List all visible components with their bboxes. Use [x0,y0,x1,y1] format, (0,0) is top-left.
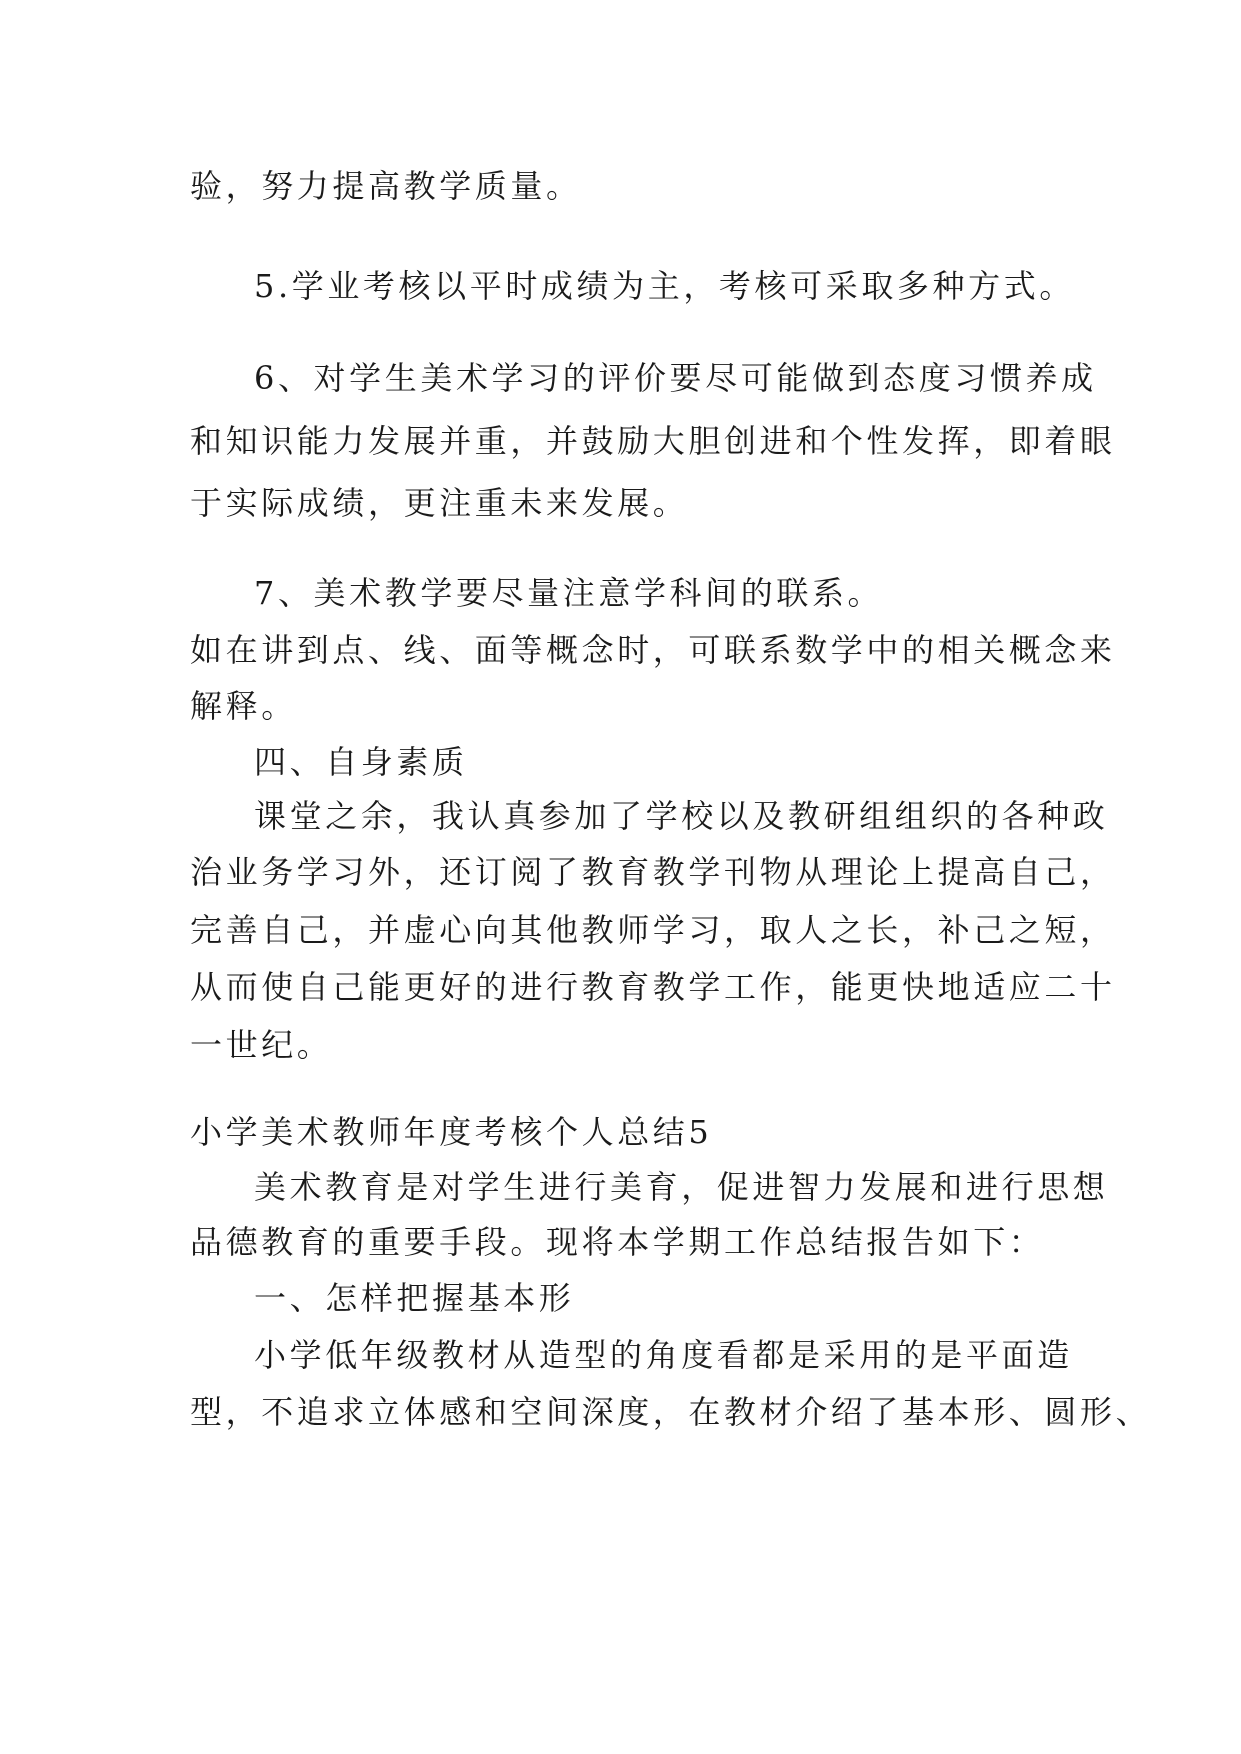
section-heading: 一、怎样把握基本形 [254,1279,575,1317]
text-line: 解释。 [190,687,297,725]
text-line: 和知识能力发展并重，并鼓励大胆创进和个性发挥，即着眼 [190,422,1116,460]
section-heading: 四、自身素质 [254,743,468,781]
text-line: 小学低年级教材从造型的角度看都是采用的是平面造 [254,1336,1073,1374]
text-line: 5.学业考核以平时成绩为主，考核可采取多种方式。 [254,267,1075,305]
text-line: 一世纪。 [190,1026,333,1064]
text-line: 治业务学习外，还订阅了教育教学刊物从理论上提高自己， [190,853,1116,891]
text-line: 6、对学生美术学习的评价要尽可能做到态度习惯养成 [254,359,1097,397]
text-line: 课堂之余，我认真参加了学校以及教研组组织的各种政 [254,797,1109,835]
text-line: 验，努力提高教学质量。 [190,167,582,205]
document-subtitle: 小学美术教师年度考核个人总结5 [190,1113,713,1151]
text-line: 完善自己，并虚心向其他教师学习，取人之长，补己之短， [190,911,1116,949]
text-line: 美术教育是对学生进行美育，促进智力发展和进行思想 [254,1168,1109,1206]
text-line: 于实际成绩，更注重未来发展。 [190,484,689,522]
text-line: 从而使自己能更好的进行教育教学工作，能更快地适应二十 [190,968,1116,1006]
text-line: 7、美术教学要尽量注意学科间的联系。 [254,574,884,612]
text-line: 品德教育的重要手段。现将本学期工作总结报告如下： [190,1223,1045,1261]
text-line: 型，不追求立体感和空间深度，在教材介绍了基本形、圆形、 [190,1393,1152,1431]
text-line: 如在讲到点、线、面等概念时，可联系数学中的相关概念来 [190,631,1116,669]
